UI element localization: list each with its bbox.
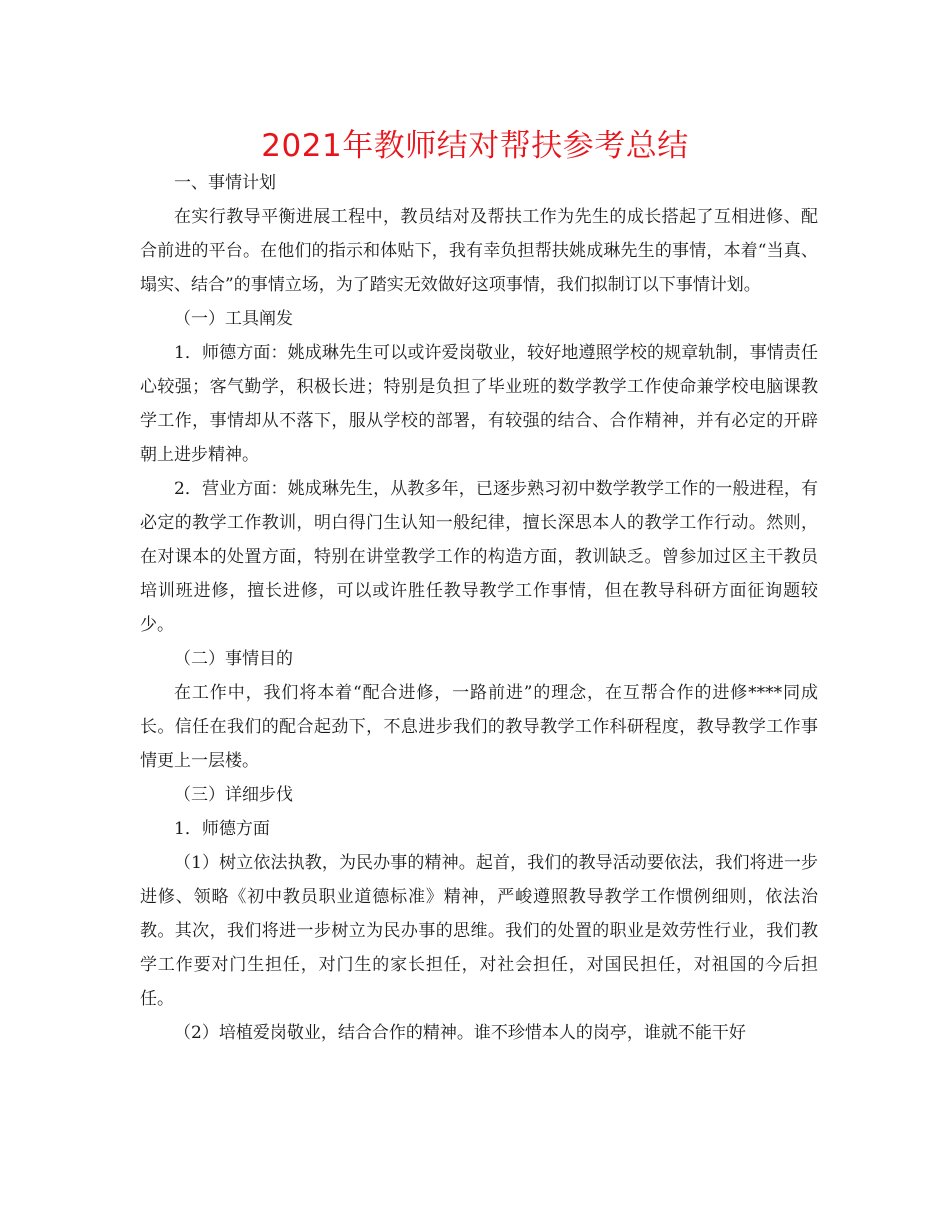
subsection-heading: （二）事情目的 bbox=[174, 649, 293, 669]
paragraph: （2）培植爱岗敬业，结合合作的精神。谁不珍惜本人的岗亭，谁就不能干好 bbox=[174, 1023, 746, 1043]
document-title: 2021年教师结对帮扶参考总结 bbox=[261, 128, 689, 164]
paragraph: （1）树立依法执教，为民办事的精神。起首，我们的教导活动要依法，我们将进一步进修、领略《初中教员职业道德标准》精神，严峻遵照教导教学工作惯例细则，依法治教。其次，我们将进一步树立为民办事的思维。我们的处置的职业是效劳性行业，我们教学工作要对门生担任，对门生的家长担任，对社会担任，对国民担任，对祖国的今后担任。 bbox=[140, 853, 818, 1009]
paragraph: 在实行教导平衡进展工程中，教员结对及帮扶工作为先生的成长搭起了互相进修、配合前进的平台。在他们的指示和体贴下，我有幸负担帮扶姚成琳先生的事情，本着“当真、塌实、结合”的事情立场，为了踏实无效做好这项事情，我们拟制订以下事情计划。 bbox=[140, 207, 818, 295]
item-heading: 1．师德方面 bbox=[174, 819, 270, 839]
section-heading: 一、事情计划 bbox=[174, 173, 276, 193]
paragraph: 2．营业方面：姚成琳先生，从教多年，已逐步熟习初中数学教学工作的一般进程，有必定的教学工作教训，明白得门生认知一般纪律，擅长深思本人的教学工作行动。然则，在对课本的处置方面，特别在讲堂教学工作的构造方面，教训缺乏。曾参加过区主干教员培训班进修，擅长进修，可以或许胜任教导教学工作事情，但在教导科研方面征询题较少。 bbox=[140, 479, 818, 635]
document-body bbox=[140, 166, 818, 1050]
paragraph: 1．师德方面：姚成琳先生可以或许爱岗敬业，较好地遵照学校的规章轨制，事情责任心较强；客气勤学，积极长进；特别是负担了毕业班的数学教学工作使命兼学校电脑课教学工作，事情却从不落下，服从学校的部署，有较强的结合、合作精神，并有必定的开辟朝上进步精神。 bbox=[140, 343, 818, 465]
paragraph: 在工作中，我们将本着“配合进修，一路前进”的理念，在互帮合作的进修****同成长。信任在我们的配合起劲下，不息进步我们的教导教学工作科研程度，教导教学工作事情更上一层楼。 bbox=[140, 683, 818, 771]
subsection-heading: （一）工具阐发 bbox=[174, 309, 293, 329]
subsection-heading: （三）详细步伐 bbox=[174, 785, 293, 805]
